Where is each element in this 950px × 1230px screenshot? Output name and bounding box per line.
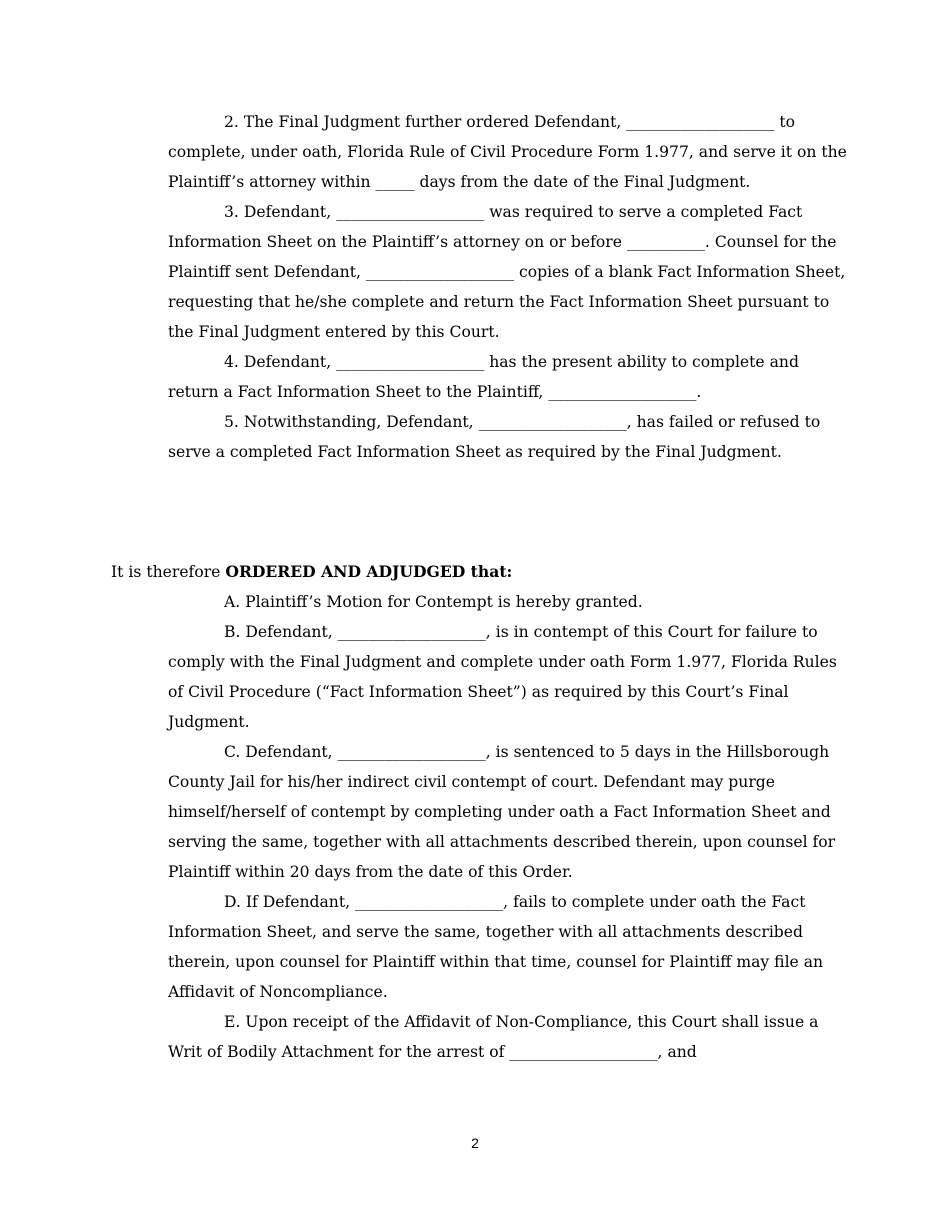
finding-paragraph-5: 5. Notwithstanding, Defendant, ___________________, has failed or refused to serve a completed Fact Information Sheet as required by the Final Judgment. <box>168 413 821 461</box>
finding-paragraph-3: 3. Defendant, ___________________ was required to serve a completed Fact Information Sheet on the Plaintiff’s attorney on or before __________. Counsel for the Plaintiff sent Defendant, ___________________ copies of a blank Fact Information Sheet, requesting that he/she complete and return the Fact Information Sheet pursuant to the Final Judgment entered by this Court. <box>168 203 846 341</box>
finding-paragraph-4: 4. Defendant, ___________________ has the present ability to complete and return a Fact Information Sheet to the Plaintiff, ___________________. <box>168 353 799 401</box>
orders-section <box>168 587 848 1067</box>
finding-paragraph-2: 2. The Final Judgment further ordered Defendant, ___________________ to complete, under oath, Florida Rule of Civil Procedure Form 1.977, and serve it on the Plaintiff’s attorney within _____ days from the date of the Final Judgment. <box>168 113 847 191</box>
order-paragraph-d: D. If Defendant, ___________________, fails to complete under oath the Fact Information Sheet, and serve the same, together with all attachments described therein, upon counsel for Plaintiff within that time, counsel for Plaintiff may file an Affidavit of Noncompliance. <box>168 893 824 1001</box>
ordered-prefix: It is therefore <box>111 563 226 581</box>
order-paragraph-a: A. Plaintiff’s Motion for Contempt is hereby granted. <box>224 593 643 611</box>
order-paragraph-c: C. Defendant, ___________________, is sentenced to 5 days in the Hillsborough County Jail for his/her indirect civil contempt of court. Defendant may purge himself/herself of contempt by completing under oath a Fact Information Sheet and serving the same, together with all attachments described therein, upon counsel for Plaintiff within 20 days from the date of this Order. <box>168 743 836 881</box>
ordered-bold-text: ORDERED AND ADJUDGED that: <box>225 562 513 581</box>
order-paragraph-b: B. Defendant, ___________________, is in contempt of this Court for failure to comply with the Final Judgment and complete under oath Form 1.977, Florida Rules of Civil Procedure (“Fact Information Sheet”) as required by this Court’s Final Judgment. <box>168 623 837 731</box>
findings-section <box>168 107 848 467</box>
page-number: 2 <box>471 1135 479 1151</box>
ordered-heading <box>111 557 512 587</box>
order-paragraph-e: E. Upon receipt of the Affidavit of Non-Compliance, this Court shall issue a Writ of Bodily Attachment for the arrest of ___________________, and <box>168 1013 819 1061</box>
